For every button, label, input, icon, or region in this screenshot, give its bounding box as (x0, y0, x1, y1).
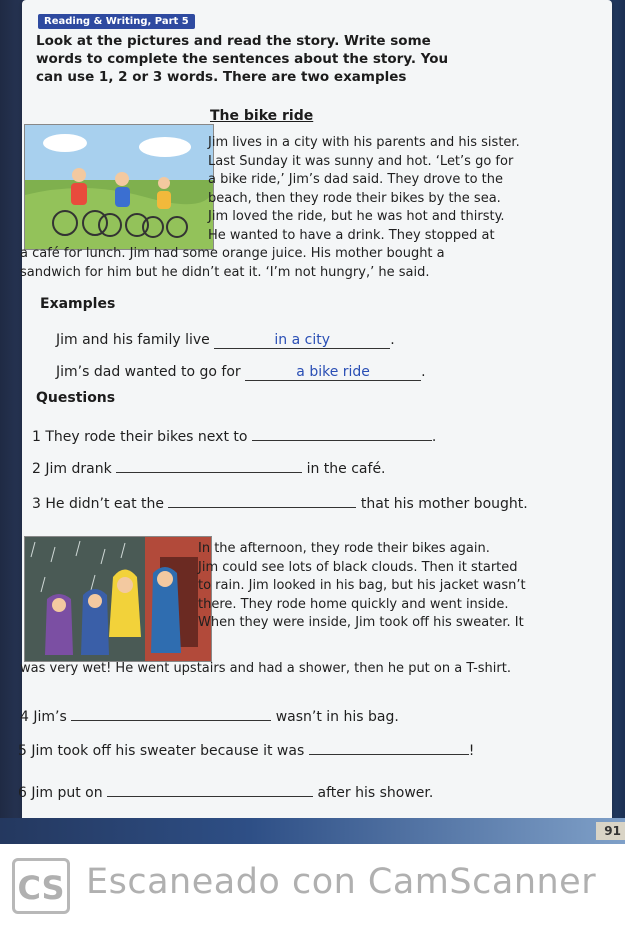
bike-ride-drawing (25, 125, 213, 249)
answer-blank-3[interactable] (168, 493, 356, 508)
story-line: He wanted to have a drink. They stopped at (208, 227, 495, 243)
instructions-text: Look at the pictures and read the story. Write some words to complete the sentences about the story. You can use 1, 2 or 3 words. There are two examples (36, 33, 449, 85)
example-end: . (390, 332, 395, 348)
question-number: 5 (18, 743, 27, 759)
example-text: Jim’s dad wanted to go for (56, 364, 241, 380)
story-line: a bike ride,’ Jim’s dad said. They drove to the (208, 172, 503, 187)
question-number: 6 (18, 785, 27, 801)
question-text: They rode their bikes next to (45, 429, 248, 445)
page-bottom-bar (0, 818, 625, 844)
answer-blank-1[interactable] (252, 426, 432, 441)
answer-blank-5[interactable] (309, 740, 469, 755)
rain-illustration (24, 536, 212, 662)
rain-drawing (25, 537, 211, 661)
story-line: When they were inside, Jim took off his sweater. It (198, 615, 524, 630)
story-line: sandwich for him but he didn’t eat it. ‘I’m not hungry,’ he said. (20, 264, 430, 280)
question-5 (18, 740, 474, 759)
question-end: in the café. (306, 461, 386, 477)
question-text: Jim’s (33, 709, 67, 725)
question-4 (20, 706, 399, 725)
question-end: ! (468, 743, 475, 759)
story-line: In the afternoon, they rode their bikes again. (198, 541, 490, 556)
story-paragraph-1-wrapped (208, 134, 558, 245)
answer-blank-6[interactable] (107, 782, 313, 797)
bike-ride-illustration (24, 124, 214, 250)
example-answer: in a city (214, 332, 390, 349)
question-number: 1 (32, 429, 41, 445)
story-line: beach, then they rode their bikes by the sea. (208, 190, 501, 206)
story-line: Jim loved the ride, but he was hot and thirsty. (208, 209, 505, 224)
question-end: wasn’t in his bag. (275, 709, 399, 725)
question-text: Jim took off his sweater because it was (31, 743, 305, 759)
story-paragraph-1-full (20, 245, 560, 282)
story-line: there. They rode home quickly and went inside. (198, 596, 509, 612)
example-answer: a bike ride (245, 364, 421, 381)
story-line: Last Sunday it was sunny and hot. ‘Let’s go for (208, 153, 514, 169)
question-number: 2 (32, 461, 41, 477)
questions-heading: Questions (36, 390, 116, 406)
question-6 (18, 782, 433, 801)
story-line: Jim lives in a city with his parents and his sister. (208, 135, 520, 150)
question-text: Jim put on (31, 785, 103, 801)
story-title: The bike ride (210, 108, 314, 124)
camscanner-logo: CS (12, 858, 70, 914)
question-text: He didn’t eat the (45, 496, 164, 512)
question-number: 3 (32, 496, 41, 512)
question-2 (32, 458, 386, 477)
story-line: Jim could see lots of black clouds. Then it started (198, 559, 518, 575)
story-line: to rain. Jim looked in his bag, but his jacket wasn’t (198, 578, 526, 593)
story-line: was very wet! He went upstairs and had a shower, then he put on a T-shirt. (20, 661, 511, 676)
section-label: Reading & Writing, Part 5 (38, 14, 195, 29)
example-2 (56, 364, 426, 381)
answer-blank-4[interactable] (71, 706, 271, 721)
question-end: after his shower. (317, 785, 434, 801)
question-3 (32, 493, 528, 512)
question-end: . (431, 429, 437, 445)
story-paragraph-2-full (20, 660, 600, 679)
example-end: . (421, 364, 426, 380)
question-text: Jim drank (45, 461, 112, 477)
example-1 (56, 332, 395, 349)
example-text: Jim and his family live (56, 332, 210, 348)
question-end: that his mother bought. (360, 496, 528, 512)
camscanner-watermark-text: Escaneado con CamScanner (86, 862, 597, 902)
story-paragraph-2-wrapped (198, 540, 568, 633)
answer-blank-2[interactable] (116, 458, 302, 473)
page-number: 91 (596, 822, 625, 840)
examples-heading: Examples (40, 296, 116, 312)
story-line: a café for lunch. Jim had some orange juice. His mother bought a (20, 246, 445, 261)
question-number: 4 (20, 709, 29, 725)
question-1 (32, 426, 436, 445)
